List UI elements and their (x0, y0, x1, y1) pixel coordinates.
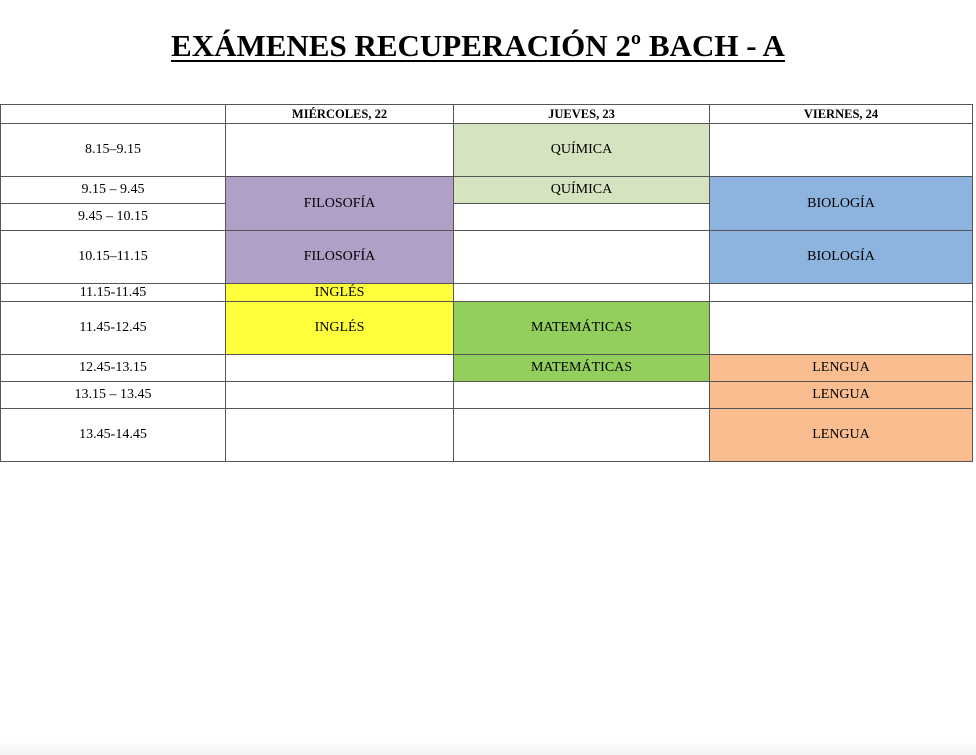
exam-cell-matematicas: MATEMÁTICAS (454, 355, 710, 382)
table-row (1, 177, 973, 204)
header-row (1, 105, 973, 124)
empty-cell (226, 409, 454, 462)
time-slot: 11.45-12.45 (1, 302, 226, 355)
empty-cell (454, 382, 710, 409)
empty-cell (454, 231, 710, 284)
table-row (1, 302, 973, 355)
empty-cell (710, 284, 973, 302)
exam-cell-biologia: BIOLOGÍA (710, 177, 973, 231)
empty-cell (226, 355, 454, 382)
exam-cell-filosofia: FILOSOFÍA (226, 177, 454, 231)
time-slot: 9.15 – 9.45 (1, 177, 226, 204)
corner-header (1, 105, 226, 124)
time-slot: 13.15 – 13.45 (1, 382, 226, 409)
time-slot: 12.45-13.15 (1, 355, 226, 382)
empty-cell (226, 124, 454, 177)
empty-cell (710, 124, 973, 177)
exam-cell-quimica: QUÍMICA (454, 124, 710, 177)
exam-cell-lengua: LENGUA (710, 355, 973, 382)
time-slot: 9.45 – 10.15 (1, 204, 226, 231)
table-row (1, 284, 973, 302)
time-slot: 11.15-11.45 (1, 284, 226, 302)
empty-cell (226, 382, 454, 409)
page-bottom-edge (0, 741, 976, 755)
page-title: EXÁMENES RECUPERACIÓN 2º BACH - A (171, 28, 785, 63)
time-slot: 8.15–9.15 (1, 124, 226, 177)
time-slot: 13.45-14.45 (1, 409, 226, 462)
exam-cell-filosofia: FILOSOFÍA (226, 231, 454, 284)
day-header-miercoles: MIÉRCOLES, 22 (226, 105, 454, 124)
empty-cell (710, 302, 973, 355)
exam-cell-matematicas: MATEMÁTICAS (454, 302, 710, 355)
table-row (1, 382, 973, 409)
day-header-viernes: VIERNES, 24 (710, 105, 973, 124)
exam-cell-quimica: QUÍMICA (454, 177, 710, 204)
exam-schedule-table (0, 104, 973, 462)
table-row (1, 409, 973, 462)
exam-cell-biologia: BIOLOGÍA (710, 231, 973, 284)
time-slot: 10.15–11.15 (1, 231, 226, 284)
exam-cell-ingles: INGLÉS (226, 284, 454, 302)
table-row (1, 124, 973, 177)
exam-cell-lengua: LENGUA (710, 409, 973, 462)
day-header-jueves: JUEVES, 23 (454, 105, 710, 124)
empty-cell (454, 284, 710, 302)
table-row (1, 355, 973, 382)
empty-cell (454, 204, 710, 231)
table-row (1, 231, 973, 284)
exam-cell-ingles: INGLÉS (226, 302, 454, 355)
exam-cell-lengua: LENGUA (710, 382, 973, 409)
empty-cell (454, 409, 710, 462)
